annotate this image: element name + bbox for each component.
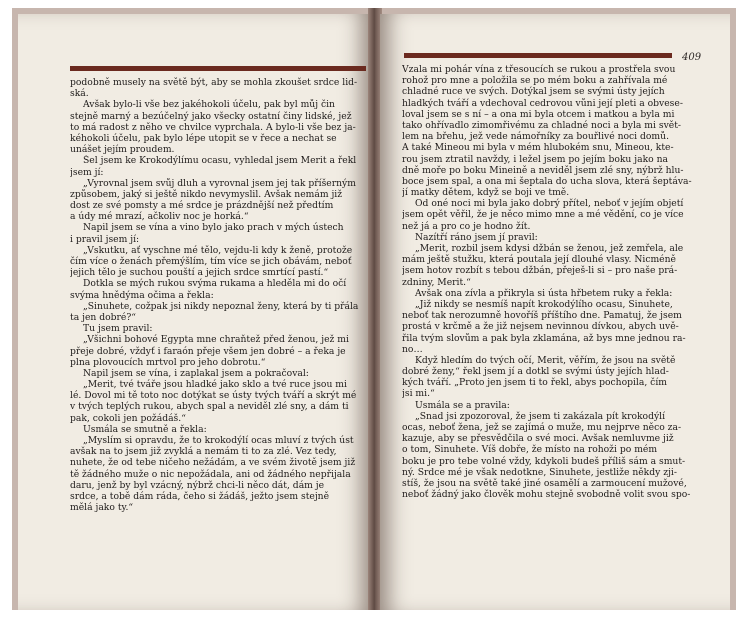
text-line: tako ohřívadlo zimomřivému za chladné noci a byla mi svět- [402,119,681,131]
text-line: prostá v krčmě a že již nejsem nevinnou dívkou, abych uvě- [402,321,679,333]
text-line: Napil jsem se vína, i zaplakal jsem a pokračoval: [83,367,309,379]
text-line: Dotkla se mých rukou svýma rukama a hleděla mi do očí [83,278,347,290]
text-line: ný. Srdce mé je však nedotkne, Sinuhete, jestliže někdy zji- [402,466,677,478]
text-line: svýma hnědýma očima a řekla: [70,289,214,301]
text-line: stíš, že jsou na světě také jiné osamělí a zarmoucení mužové, [402,477,687,489]
text-line: „Vyrovnal jsem svůj dluh a vyrovnal jsem jej tak příšerným [83,177,356,189]
header-rule [404,53,672,58]
text-line: „Myslím si opravdu, že to krokodýlí ocas mluví z tvých úst [83,435,354,446]
left-page-body [70,77,370,513]
book-scan [12,8,736,610]
text-line: ská. [70,88,89,100]
text-line: Když hledím do tvých očí, Merit, věřím, že jsou na světě [415,354,676,366]
text-line: jsem opět věřil, že je něco mimo mne a mé vědění, co je více [402,209,684,221]
text-line: Od oné noci mi byla jako dobrý přítel, neboť v jejím objetí [415,198,684,210]
text-line: nuhete, že od tebe ničeho nežádám, a ve svém životě jsem již [70,457,356,469]
text-line: lé. Dovol mi tě toto noc dotýkat se ústy tvých tváří a skrýt mé [70,390,357,402]
left-page [18,14,370,610]
text-line: A také Mineou mi byla v mém hlubokém snu, Mineou, kte- [402,142,674,154]
text-line: způsobem, jaký si ještě nikdo nevymyslil. Avšak nemám již [70,188,343,200]
text-line: Usmála se a pravila: [415,399,510,411]
right-page-body [402,64,702,500]
text-line: řila tvým slovům a pak byla zklamána, až bys mne jednou ra- [402,332,686,344]
text-line: zdniny, Merit.“ [402,276,471,288]
text-line: podobně musely na světě být, aby se mohla zkoušet srdce lid- [70,77,358,88]
text-line: „Již nikdy se nesmíš napít krokodýlího ocasu, Sinuhete, [415,298,673,310]
text-line: loval jsem se s ní – a ona mi byla otcem i matkou a byla mi [402,108,675,120]
text-line: čím více o ženách přemýšlím, tím více se jich obávám, neboť [70,256,352,267]
text-line: Šel jsem ke Krokodýlímu ocasu, vyhledal jsem Merit a řekl [83,155,357,167]
text-line: jí matky dětem, když se boji ve tmě. [402,187,570,199]
right-page [380,14,730,610]
text-line: neboť žádný jako člověk mohu stejně svobodně volit svou spo- [402,489,691,501]
text-line: a údy mé mrazí, ačkoliv noc je horká.“ [70,211,249,223]
text-line: boku je pro tebe volné vždy, kdykoli budeš příliš sám a smut- [402,455,686,467]
text-line: Napil jsem se vína a vino bylo jako prach v mých ústech [83,222,344,234]
text-line: stejně marný a bezúčelný jako všecky ostatní činy lidské, jež [70,110,352,122]
text-line: daru, jenž by byl vzácný, nýbrž chci-li něco dát, dám je [70,479,325,491]
text-line: to má radost z něho ve chvilce vyprchala. A bylo-li vše bez ja- [70,121,356,133]
text-line: mělá jako ty.“ [70,502,134,514]
text-line: srdce, a tobě dám ráda, čeho si žádáš, ježto jsem stejně [70,490,330,502]
text-line: Nazítří ráno jsem jí pravil: [415,231,538,243]
text-line: „Vskutku, ať vyschne mé tělo, vejdu-li kdy k ženě, protože [83,244,353,256]
text-line: mám ještě stužku, která poutala její dlouhé vlasy. Nicméně [402,254,676,266]
text-line: avšak na to jsem již zvyklá a nemám ti to za zlé. Vez tedy, [70,446,337,458]
text-line: „Merit, rozbil jsem kdysi džbán se ženou, jež zemřela, ale [415,243,684,254]
text-line: Usmála se smutně a řekla: [83,423,207,435]
text-line: Vzala mi pohár vína z třesoucích se rukou a prostřela svou [402,64,676,75]
text-line: kazuje, aby se přesvědčila o své moci. Avšak nemluvme již [402,433,674,445]
text-line: chladné ruce ve svých. Dotýkal jsem se svými ústy jejích [402,86,665,98]
text-line: boce jsem spal, a ona mi šeptala do ucha slova, která šeptáva- [402,175,692,187]
text-line: dobré ženy,“ řekl jsem jí a dotkl se svými ústy jejích hlad- [402,366,669,378]
text-line: rou jsem ztratil navždy, i ležel jsem po jejím boku jako na [402,153,669,165]
text-line: no… [402,343,423,355]
text-line: „Sinuhete, cožpak jsi nikdy nepoznal ženy, která by ti přála [83,300,359,312]
text-line: ocas, neboť žena, jež se zajímá o muže, mu nejprve něco za- [402,422,682,433]
text-line: kéhokoli účelu, pak bylo lépe utopit se v řece a nechat se [70,132,337,144]
text-line: jsem hotov rozbít s tebou džbán, přeješ-li si – pro naše prá- [402,265,678,277]
text-line: „Všichni bohové Egypta mne chraňtež před ženou, jež mi [83,334,349,346]
text-line: v tvých teplých rukou, abych spal a neviděl zlé sny, a dám ti [70,401,349,413]
header-rule [70,66,366,71]
text-line: kých tváří. „Proto jen jsem ti to řekl, abys pochopila, čím [402,377,667,389]
text-line: „Merit, tvé tváře jsou hladké jako sklo a tvé ruce jsou mi [83,379,347,391]
text-line: Avšak bylo-li vše bez jakéhokoli účelu, pak byl můj čin [83,99,335,111]
text-line: přeje dobré, vždyť i faraón přeje všem jen dobré – a řeka je [70,345,346,357]
text-line: i pravil jsem jí: [70,233,140,245]
text-line: ta jen dobré?“ [70,311,136,323]
text-line: Tu jsem pravil: [83,323,153,335]
text-line: tě žádného muže o nic nepožádala, ani od žádného nepřijala [70,468,351,480]
text-line: hladkých tváří a vdechoval cedrovou vůni její pleti a obvese- [402,97,683,109]
text-line: unášet jejím proudem. [70,144,175,156]
text-line: pak, cokoli jen požádáš.“ [70,412,186,424]
text-line: rohož pro mne a položila se po mém boku a zahřívala mé [402,75,668,87]
text-line: plna plovoucích mrtvol pro jeho dobrotu.“ [70,356,266,368]
text-line: jejich tělo je suchou pouští a jejich srdce smrtící pastí.“ [70,267,329,279]
text-line: lem na břehu, jež vede námořníky za bouřlivé noci domů. [402,131,669,143]
text-line: Avšak ona zívla a přikryla si ústa hřbetem ruky a řekla: [415,287,673,299]
text-line: dně moře po boku Mineině a neviděl jsem zlé sny, nýbrž hlu- [402,164,684,176]
text-line: o tom, Sinuhete. Víš dobře, že místo na rohoži po mém [402,444,658,456]
text-line: jsi mi.“ [402,388,435,400]
text-line: dost ze své pomsty a mé srdce je prázdnější než předtím [70,200,334,212]
text-line: „Snad jsi zpozoroval, že jsem ti zakázala pít krokodýlí [415,410,666,422]
text-line: než já a pro co je hodno žít. [402,220,531,232]
text-line: jsem jí: [70,166,104,178]
page-number: 409 [682,52,702,63]
text-line: neboť tak nerozumně hovoříš příštího dne. Pamatuj, že jsem [402,310,682,322]
